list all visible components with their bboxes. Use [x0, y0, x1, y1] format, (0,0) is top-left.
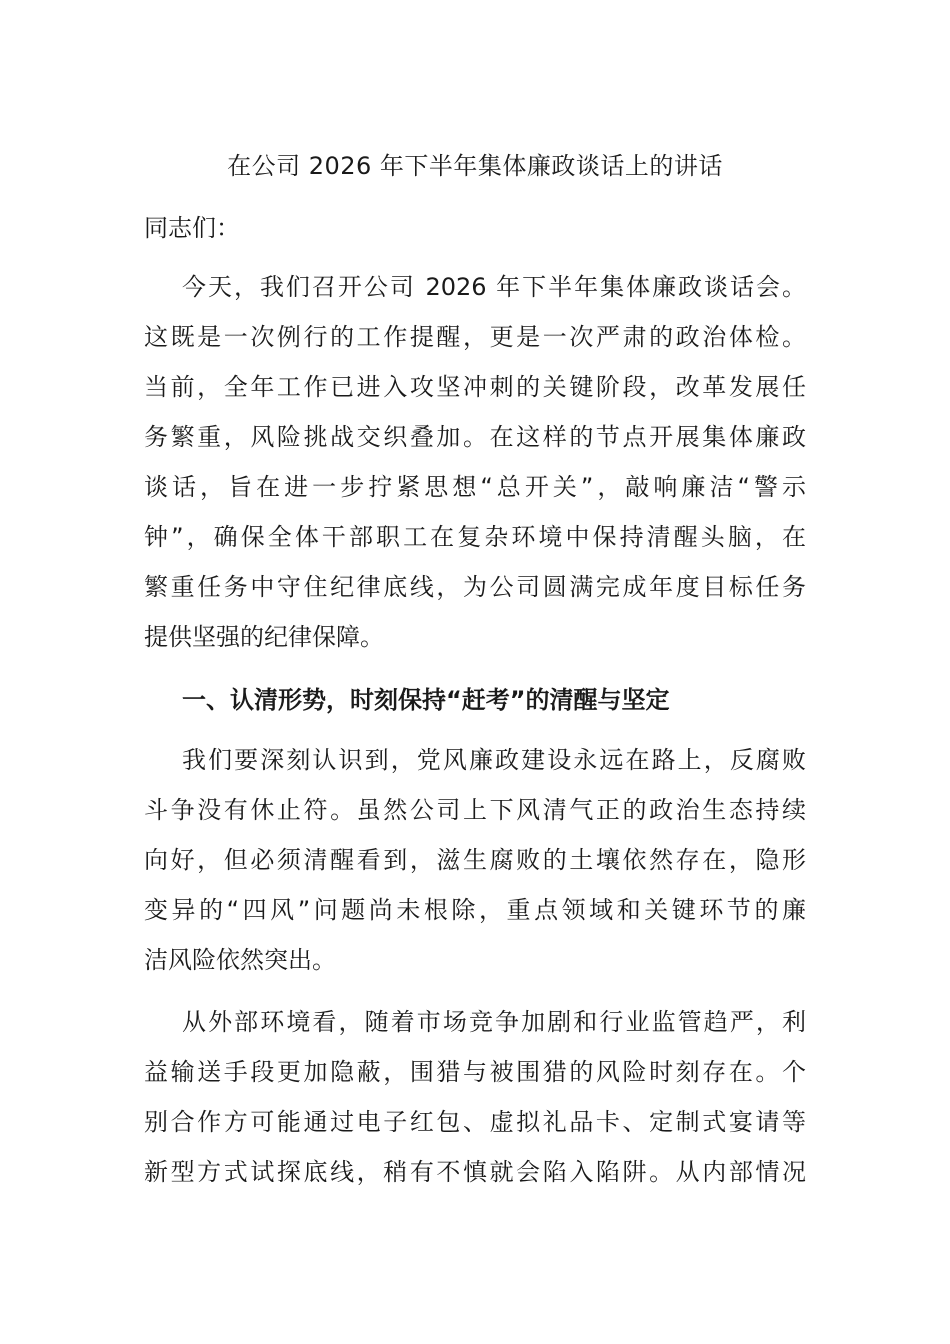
paragraph-line: 今天，我们召开公司 2026 年下半年集体廉政谈话会。: [182, 273, 806, 301]
paragraph-line: 务繁重，风险挑战交织叠加。在这样的节点开展集体廉政: [144, 423, 806, 451]
paragraph-3: [144, 997, 806, 1197]
paragraph-line: 洁风险依然突出。: [144, 946, 336, 974]
paragraph-1: [144, 262, 806, 662]
paragraph-line: 我们要深刻认识到，党风廉政建设永远在路上，反腐败: [182, 746, 806, 774]
paragraph-line: 向好，但必须清醒看到，滋生腐败的土壤依然存在，隐形: [144, 846, 806, 874]
paragraph-line: 钟”，确保全体干部职工在复杂环境中保持清醒头脑，在: [144, 523, 806, 551]
paragraph-line: 益输送手段更加隐蔽，围猎与被围猎的风险时刻存在。个: [144, 1058, 806, 1086]
paragraph-line: 当前，全年工作已进入攻坚冲刺的关键阶段，改革发展任: [144, 373, 806, 401]
document-title: 在公司 2026 年下半年集体廉政谈话上的讲话: [227, 152, 723, 180]
paragraph-line: 新型方式试探底线，稍有不慎就会陷入陷阱。从内部情况: [144, 1158, 806, 1186]
section-heading-1: 一、认清形势，时刻保持“赶考”的清醒与坚定: [182, 686, 670, 714]
paragraph-line: 提供坚强的纪律保障。: [144, 623, 384, 651]
paragraph-line: 变异的“四风”问题尚未根除，重点领域和关键环节的廉: [144, 896, 806, 924]
paragraph-line: 谈话，旨在进一步拧紧思想“总开关”，敲响廉洁“警示: [144, 473, 806, 501]
paragraph-line: 别合作方可能通过电子红包、虚拟礼品卡、定制式宴请等: [144, 1108, 806, 1136]
salutation: 同志们：: [144, 214, 240, 242]
paragraph-line: 斗争没有休止符。虽然公司上下风清气正的政治生态持续: [144, 796, 806, 824]
paragraph-line: 这既是一次例行的工作提醒，更是一次严肃的政治体检。: [144, 323, 806, 351]
paragraph-line: 从外部环境看，随着市场竞争加剧和行业监管趋严，利: [182, 1008, 806, 1036]
paragraph-line: 繁重任务中守住纪律底线，为公司圆满完成年度目标任务: [144, 573, 806, 601]
paragraph-2: [144, 735, 806, 985]
